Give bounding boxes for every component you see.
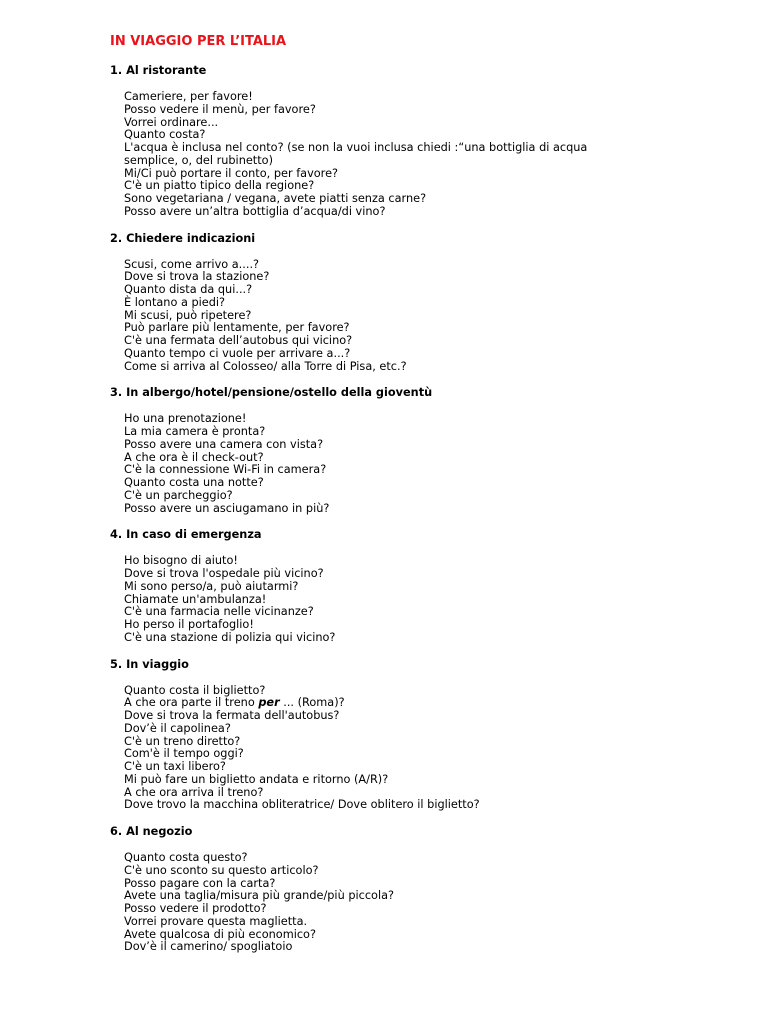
phrase-item: C'è un treno diretto? bbox=[124, 734, 241, 748]
section-2 bbox=[110, 232, 630, 374]
phrase-item: C'è un piatto tipico della regione? bbox=[124, 179, 315, 193]
phrase-item: Mi sono perso/a, può aiutarmi? bbox=[124, 579, 299, 593]
phrase-item: Dov’è il capolinea? bbox=[124, 721, 231, 735]
phrase-list bbox=[110, 555, 630, 644]
phrase-item: Dove si trova l'ospedale più vicino? bbox=[124, 567, 324, 580]
phrase-item: Avete qualcosa di più economico? bbox=[124, 927, 316, 941]
phrase-list bbox=[110, 685, 630, 813]
phrase-item: Vorrei provare questa maglietta. bbox=[124, 914, 308, 928]
phrase-item: Posso avere un asciugamano in più? bbox=[124, 501, 330, 515]
phrase-list bbox=[110, 91, 630, 219]
phrase-item: Quanto costa questo? bbox=[124, 851, 248, 864]
document-title: IN VIAGGIO PER L’ITALIA bbox=[110, 34, 287, 49]
section-3 bbox=[110, 386, 630, 515]
document-page bbox=[110, 33, 630, 967]
phrase-item: C'è una stazione di polizia qui vicino? bbox=[124, 630, 336, 644]
phrase-item: Può parlare più lentamente, per favore? bbox=[124, 321, 350, 335]
phrase-item: Cameriere, per favore! bbox=[124, 90, 253, 103]
phrase-item: C'è una fermata dell’autobus qui vicino? bbox=[124, 334, 353, 347]
phrase-item: È lontano a piedi? bbox=[124, 295, 226, 309]
phrase-item: Dove si trova la fermata dell'autobus? bbox=[124, 709, 340, 722]
phrase-list bbox=[110, 852, 630, 954]
phrase-item: Dove si trova la stazione? bbox=[124, 270, 270, 284]
section-heading: 2. Chiedere indicazioni bbox=[110, 231, 256, 245]
phrase-item: La mia camera è pronta? bbox=[124, 425, 266, 438]
phrase-item: Quanto dista da qui...? bbox=[124, 283, 253, 296]
phrase-item: A che ora arriva il treno? bbox=[124, 785, 264, 799]
phrase-item: Com'è il tempo oggi? bbox=[124, 747, 244, 761]
phrase-item: Avete una taglia/misura più grande/più piccola? bbox=[124, 889, 395, 903]
phrase-item: Mi/Ci può portare il conto, per favore? bbox=[124, 166, 339, 180]
phrase-item: Ho perso il portafoglio! bbox=[124, 618, 254, 631]
phrase-item: C'è un parcheggio? bbox=[124, 488, 233, 502]
phrase-item: Posso avere una camera con vista? bbox=[124, 437, 324, 451]
phrase-item: Scusi, come arrivo a....? bbox=[124, 257, 260, 271]
phrase-item: C'è la connessione Wi-Fi in camera? bbox=[124, 463, 327, 477]
phrase-list bbox=[110, 413, 630, 515]
phrase-item: Ho una prenotazione! bbox=[124, 412, 247, 426]
section-heading: 6. Al negozio bbox=[110, 825, 193, 838]
phrase-item: Dov’è il camerino/ spogliatoio bbox=[124, 940, 293, 954]
phrase-item: Ho bisogno di aiuto! bbox=[124, 554, 238, 568]
phrase-item: Posso vedere il prodotto? bbox=[124, 902, 267, 915]
section-5 bbox=[110, 658, 630, 813]
phrase-text: A che ora parte il treno bbox=[124, 696, 259, 710]
phrase-item: Sono vegetariana / vegana, avete piatti senza carne? bbox=[124, 192, 427, 205]
phrase-item: L'acqua è inclusa nel conto? (se non la vuoi inclusa chiedi :“una bottiglia di acqua semplice, o, del rubinetto) bbox=[124, 141, 588, 167]
phrase-item: Quanto costa? bbox=[124, 128, 206, 142]
phrase-item: Posso vedere il menù, per favore? bbox=[124, 102, 316, 116]
phrase-item: C'è uno sconto su questo articolo? bbox=[124, 863, 319, 877]
phrase-emphasis: per bbox=[258, 696, 280, 710]
sections-container bbox=[110, 64, 630, 954]
phrase-item: Posso pagare con la carta? bbox=[124, 876, 276, 890]
phrase-item: Vorrei ordinare... bbox=[124, 115, 219, 129]
phrase-item: C'è una farmacia nelle vicinanze? bbox=[124, 605, 314, 619]
phrase-item: Quanto tempo ci vuole per arrivare a...? bbox=[124, 346, 351, 360]
phrase-item: Chiamate un'ambulanza! bbox=[124, 592, 267, 606]
phrase-item: Mi può fare un biglietto andata e ritorno (A/R)? bbox=[124, 772, 389, 786]
section-heading: 5. In viaggio bbox=[110, 657, 189, 671]
section-1 bbox=[110, 64, 630, 219]
phrase-item: Mi scusi, può ripetere? bbox=[124, 308, 252, 322]
section-4 bbox=[110, 528, 630, 644]
phrase-item: Posso avere un’altra bottiglia d’acqua/di vino? bbox=[124, 204, 386, 218]
phrase-item: C'è un taxi libero? bbox=[124, 760, 226, 773]
section-heading: 4. In caso di emergenza bbox=[110, 528, 262, 542]
phrase-item: Dove trovo la macchina obliteratrice/ Dove oblitero il biglietto? bbox=[124, 798, 480, 812]
phrase-item: A che ora è il check-out? bbox=[124, 450, 264, 464]
phrase-item: Come si arriva al Colosseo/ alla Torre di Pisa, etc.? bbox=[124, 359, 407, 373]
section-6 bbox=[110, 825, 630, 954]
section-heading: 3. In albergo/hotel/pensione/ostello della gioventù bbox=[110, 386, 433, 400]
phrase-item: Quanto costa il biglietto? bbox=[124, 683, 266, 697]
section-heading: 1. Al ristorante bbox=[110, 64, 207, 77]
phrase-item: Quanto costa una notte? bbox=[124, 476, 264, 489]
phrase-text: ... (Roma)? bbox=[279, 696, 345, 710]
phrase-list bbox=[110, 259, 630, 374]
